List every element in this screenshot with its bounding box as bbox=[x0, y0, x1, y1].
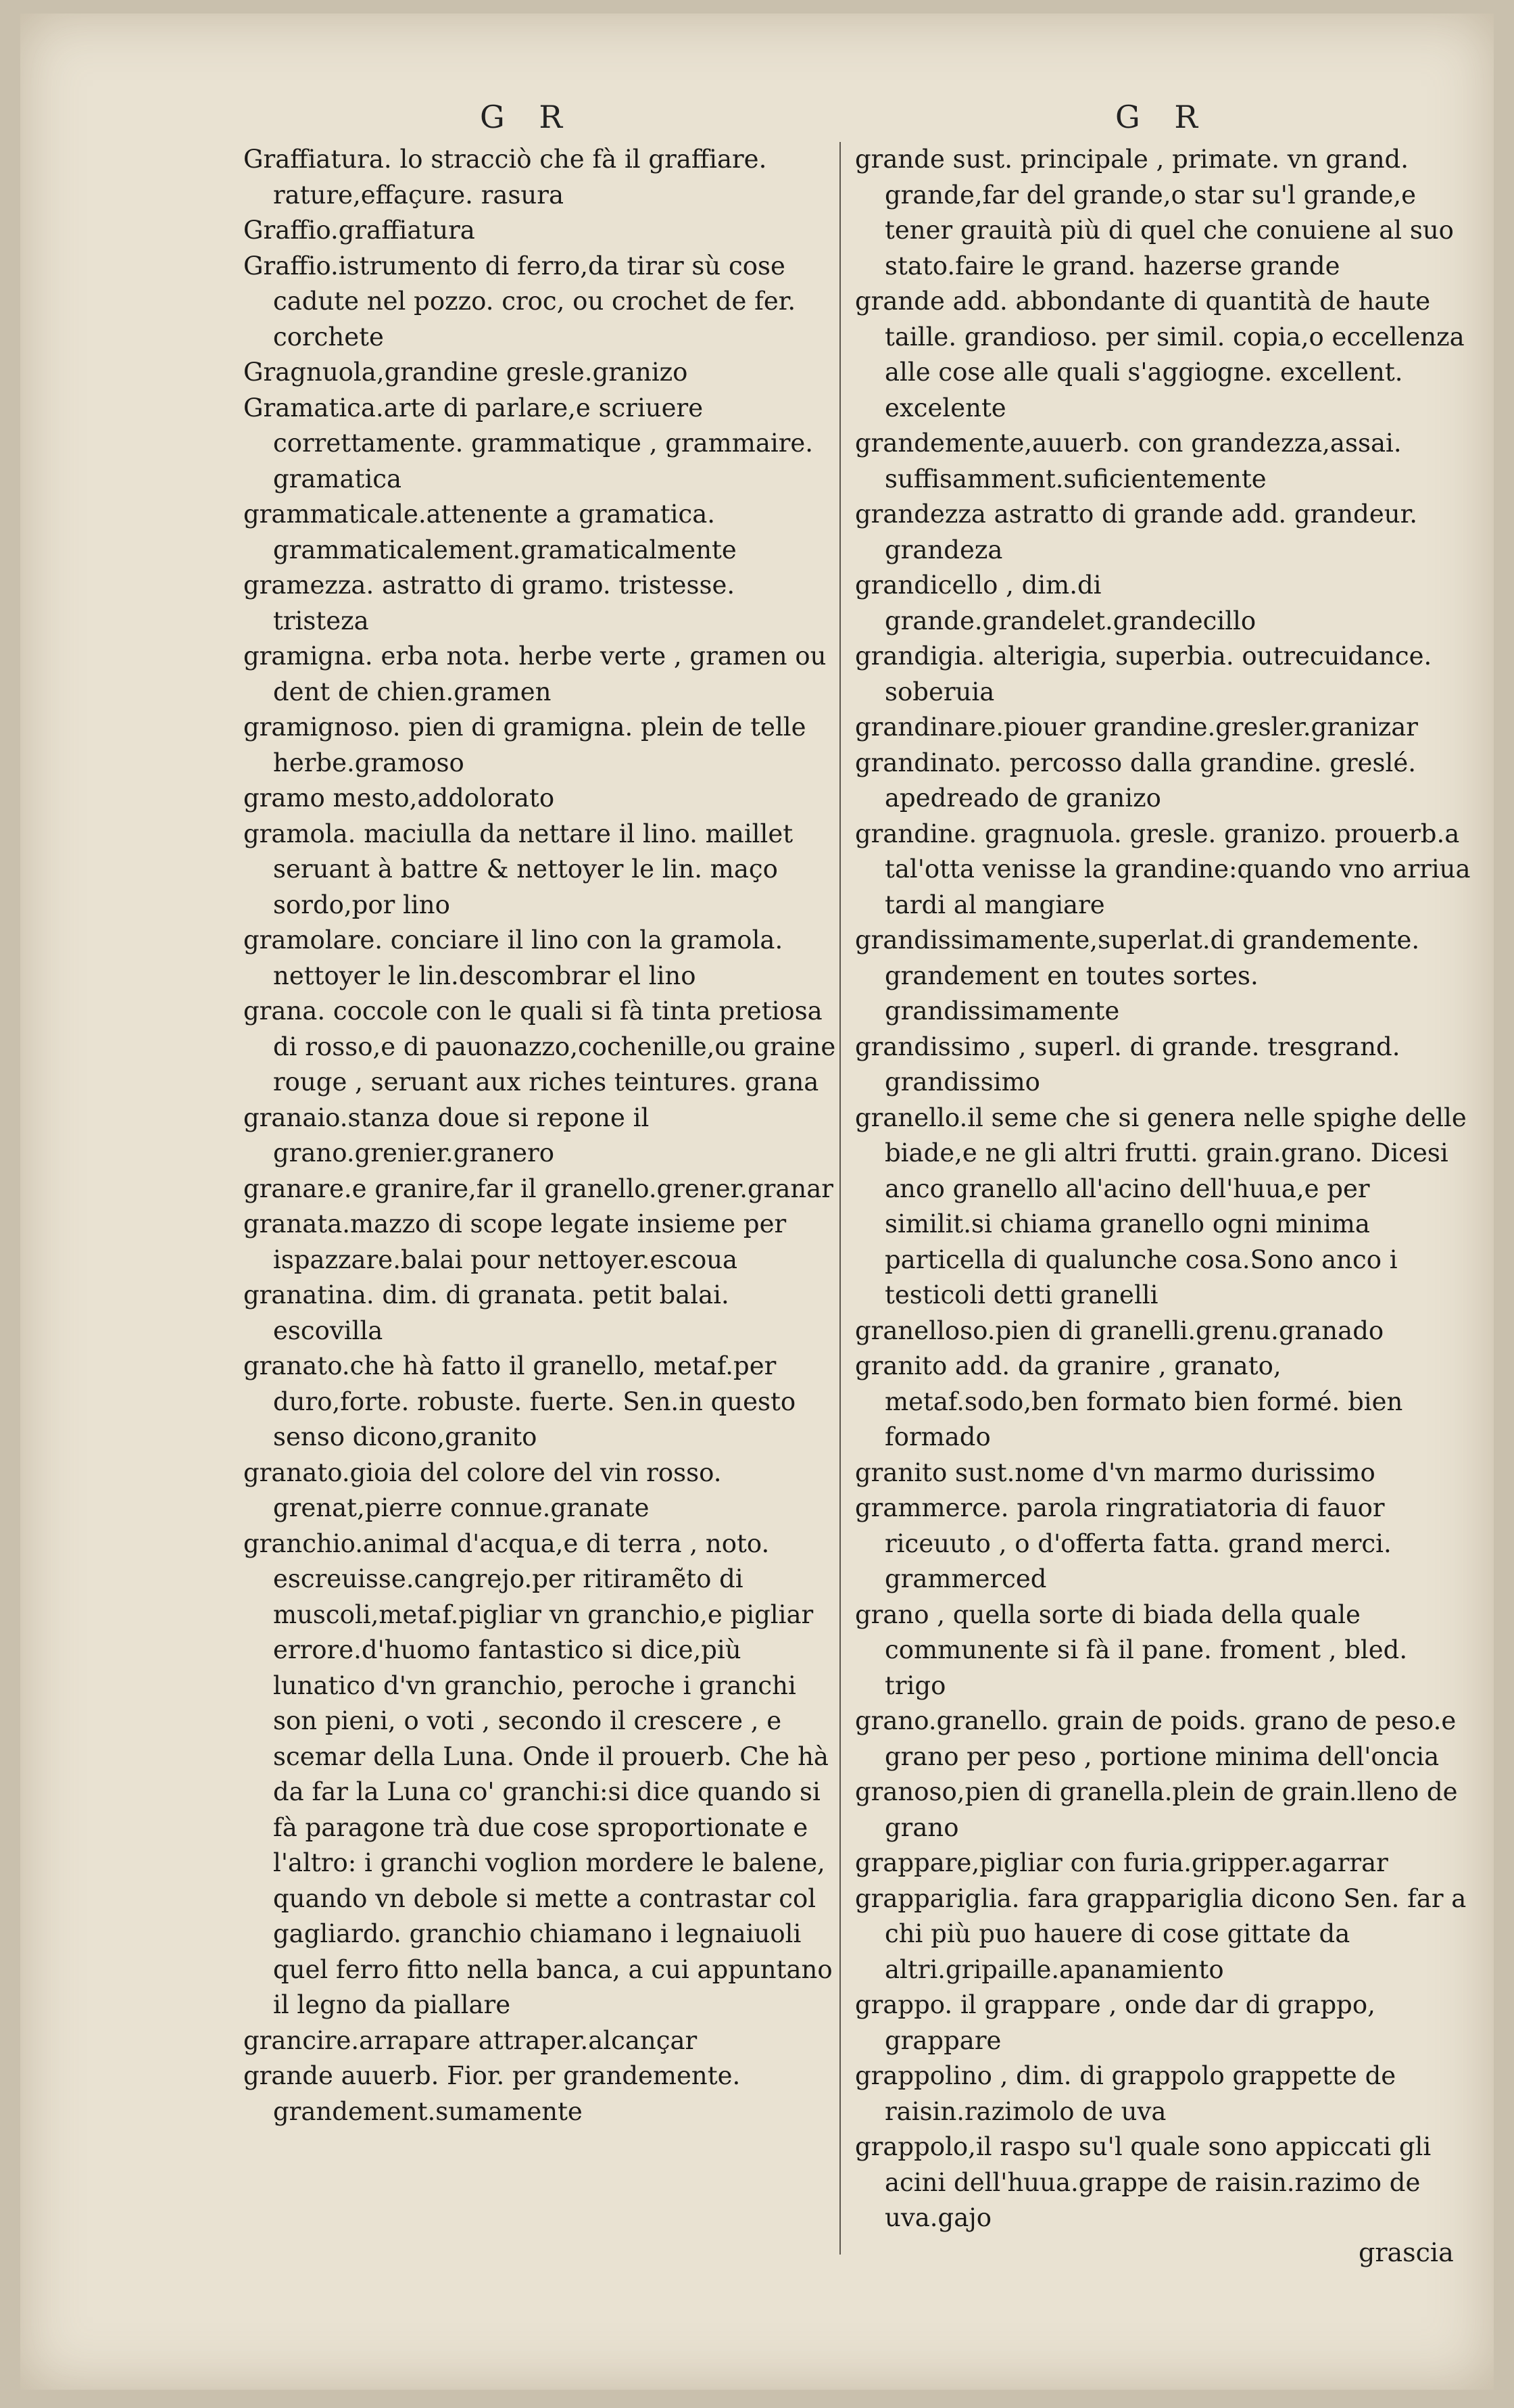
dictionary-entry: Graffio.graffiatura bbox=[243, 216, 475, 245]
dictionary-entry: granoso,pien di granella.plein de grain.lleno de grano bbox=[855, 1777, 1458, 1842]
dictionary-entry: Gramatica.arte di parlare,e scriuere correttamente. grammatique , grammaire. gramatica bbox=[243, 393, 814, 493]
dictionary-entry: Graffio.istrumento di ferro,da tirar sù cose cadute nel pozzo. croc, ou crochet de fer. corchete bbox=[243, 251, 796, 352]
dictionary-entry: grana. coccole con le quali si fà tinta pretiosa di rosso,e di pauonazzo,cochenille,ou graine rouge , seruant aux riches teintures. grana bbox=[243, 996, 836, 1097]
dictionary-entry: Gragnuola,grandine gresle.granizo bbox=[243, 358, 688, 387]
dictionary-entry: grappolo,il raspo su'l quale sono appiccati gli acini dell'huua.grappe de raisin.razimo de uva.gajo bbox=[855, 2132, 1432, 2232]
dictionary-entry: grande add. abbondante di quantità de haute taille. grandioso. per simil. copia,o eccellenza alle cose alle quali s'aggiogne. excellent. excelente bbox=[855, 287, 1465, 423]
dictionary-entry: granito sust.nome d'vn marmo durissimo bbox=[855, 1458, 1375, 1487]
dictionary-entry: gramigna. erba nota. herbe verte , gramen ou dent de chien.gramen bbox=[243, 642, 827, 706]
dictionary-entry: grammaticale.attenente a gramatica. grammaticalement.gramaticalmente bbox=[243, 500, 737, 564]
dictionary-entry: gramignoso. pien di gramigna. plein de telle herbe.gramoso bbox=[243, 713, 806, 777]
dictionary-entry: grandissimo , superl. di grande. tresgrand. grandissimo bbox=[855, 1032, 1400, 1097]
dictionary-entry: grande sust. principale , primate. vn grand. grande,far del grande,o star su'l grande,e tener grauità più di quel che conuiene al suo stato.faire le grand. hazerse grande bbox=[855, 145, 1454, 281]
dictionary-entry: granelloso.pien di granelli.grenu.granado bbox=[855, 1316, 1384, 1345]
dictionary-entry: grandissimamente,superlat.di grandemente. grandement en toutes sortes. grandissimamente bbox=[855, 925, 1420, 1026]
dictionary-entry: grandemente,auuerb. con grandezza,assai. suffisamment.suficientemente bbox=[855, 429, 1402, 493]
dictionary-entry: grappariglia. fara grappariglia dicono Sen. far a chi più puo hauere di cose gittate da altri.gripaille.apanamiento bbox=[855, 1883, 1467, 1984]
dictionary-entry: Graffiatura. lo stracciò che fà il graffiare. rature,effaçure. rasura bbox=[243, 145, 767, 210]
dictionary-entry: granchio.animal d'acqua,e di terra , noto. escreuisse.cangrejo.per ritiramẽto di muscoli,metaf.pigliar vn granchio,e pigliar errore.d'huomo fantastico si dice,più lunatico d'vn granchio, peroche i granchi son pieni, o voti , secondo il crescere , e scemar della Luna. Onde il prouerb. Che hà da far la Luna co' granchi:si dice quando si fà paragone trà due cose sproportionate e l'altro: i granchi voglion mordere le balene, quando vn debole si mette a contrastar col gagliardo. granchio chiamano i legnaiuoli quel ferro fitto nella banca, a cui appuntano il legno da piallare bbox=[243, 1528, 833, 2019]
dictionary-entry: grandine. gragnuola. gresle. granizo. prouerb.a tal'otta venisse la grandine:quando vno arriua tardi al mangiare bbox=[855, 819, 1471, 919]
running-head-right: G R bbox=[1115, 99, 1211, 135]
dictionary-entry: gramolare. conciare il lino con la gramola. nettoyer le lin.descombrar el lino bbox=[243, 925, 783, 990]
dictionary-entry: grandicello , dim.di grande.grandelet.grandecillo bbox=[855, 571, 1256, 635]
dictionary-entry: granata.mazzo di scope legate insieme per ispazzare.balai pour nettoyer.escoua bbox=[243, 1209, 787, 1274]
catchword: grascia bbox=[1359, 2238, 1454, 2267]
right-column bbox=[855, 142, 1473, 2236]
dictionary-entry: gramezza. astratto di gramo. tristesse. tristeza bbox=[243, 571, 735, 635]
dictionary-entry: grande auuerb. Fior. per grandemente. grandement.sumamente bbox=[243, 2061, 741, 2126]
dictionary-entry: gramo mesto,addolorato bbox=[243, 784, 555, 813]
dictionary-entry: granito add. da granire , granato, metaf.sodo,ben formato bien formé. bien formado bbox=[855, 1351, 1403, 1451]
running-head-left: G R bbox=[480, 99, 575, 135]
left-column bbox=[243, 142, 838, 2129]
dictionary-entry: grappo. il grappare , onde dar di grappo, grappare bbox=[855, 1990, 1375, 2055]
column-divider bbox=[839, 142, 841, 2255]
dictionary-entry: granato.gioia del colore del vin rosso. grenat,pierre connue.granate bbox=[243, 1458, 722, 1522]
dictionary-entry: grandigia. alterigia, superbia. outrecuidance. soberuia bbox=[855, 642, 1432, 706]
dictionary-entry: grappolino , dim. di grappolo grappette de raisin.razimolo de uva bbox=[855, 2061, 1396, 2126]
dictionary-entry: granare.e granire,far il granello.grener.granar bbox=[243, 1174, 833, 1203]
dictionary-entry: grandinato. percosso dalla grandine. greslé. apedreado de granizo bbox=[855, 748, 1416, 813]
dictionary-entry: granatina. dim. di granata. petit balai. escovilla bbox=[243, 1280, 729, 1345]
dictionary-entry: granello.il seme che si genera nelle spighe delle biade,e ne gli altri frutti. grain.grano. Dicesi anco granello all'acino dell'huua,e per similit.si chiama granello ogni minima particella di qualunche cosa.Sono anco i testicoli detti granelli bbox=[855, 1103, 1467, 1309]
dictionary-entry: granaio.stanza doue si repone il grano.grenier.granero bbox=[243, 1103, 650, 1167]
dictionary-entry: grandinare.piouer grandine.gresler.granizar bbox=[855, 713, 1418, 742]
dictionary-entry: grammerce. parola ringratiatoria di fauor riceuuto , o d'offerta fatta. grand merci. grammerced bbox=[855, 1493, 1392, 1593]
dictionary-entry: grano , quella sorte di biada della quale communente si fà il pane. froment , bled. trigo bbox=[855, 1599, 1408, 1700]
dictionary-entry: grano.granello. grain de poids. grano de peso.e grano per peso , portione minima dell'oncia bbox=[855, 1706, 1457, 1771]
dictionary-page bbox=[20, 14, 1494, 2390]
dictionary-entry: grandezza astratto di grande add. grandeur. grandeza bbox=[855, 500, 1417, 564]
dictionary-entry: grappare,pigliar con furia.gripper.agarrar bbox=[855, 1848, 1388, 1877]
dictionary-entry: gramola. maciulla da nettare il lino. maillet seruant à battre & nettoyer le lin. maço sordo,por lino bbox=[243, 819, 793, 919]
dictionary-entry: granato.che hà fatto il granello, metaf.per duro,forte. robuste. fuerte. Sen.in questo senso dicono,granito bbox=[243, 1351, 796, 1451]
dictionary-entry: grancire.arrapare attraper.alcançar bbox=[243, 2025, 698, 2055]
